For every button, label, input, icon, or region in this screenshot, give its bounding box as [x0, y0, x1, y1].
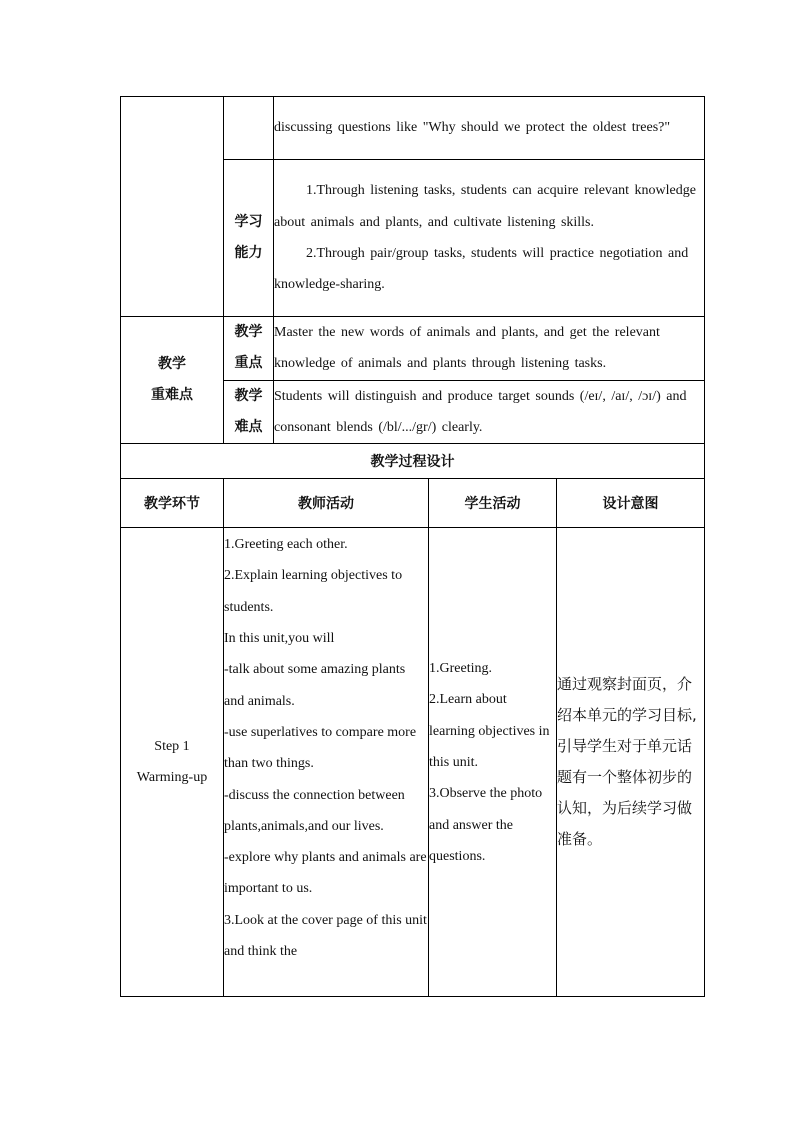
teacher-line: 1.Greeting each other. [224, 537, 348, 553]
learning-ability-para1: 1.Through listening tasks, students can acquire relevant knowledge about animals and plants, and cultivate listening skills. [274, 183, 696, 230]
continuation-text: discussing questions like "Why should we protect the oldest trees?" [274, 120, 671, 136]
learning-ability-text [274, 160, 705, 317]
learning-ability-para2: 2.Through pair/group tasks, students will practice negotiation and knowledge-sharing. [274, 246, 689, 293]
teaching-difficulty-label: 教学 难点 [224, 380, 274, 444]
step1-design-intent: 通过观察封面页，介绍本单元的学习目标, 引导学生对于单元话题有一个整体初步的认知，为后续学习做准备。 [557, 528, 705, 997]
teaching-difficulty-text: Students will distinguish and produce target sounds (/eɪ/, /aɪ/, /ɔɪ/) and consonant blends (/bl/.../gr/) clearly. [274, 380, 705, 444]
header-student-activity: 学生活动 [429, 479, 557, 528]
process-title-row [121, 444, 705, 479]
step1-row [121, 528, 705, 997]
step1-teacher-activity [224, 528, 429, 997]
column-header-row [121, 479, 705, 528]
teacher-line: -talk about some amazing plants and animals. [224, 662, 406, 709]
header-stage: 教学环节 [121, 479, 224, 528]
teaching-focus-label: 教学 重点 [224, 317, 274, 381]
student-line: 1.Greeting. [429, 661, 492, 677]
key-difficult-points-label: 教学 重难点 [121, 317, 224, 444]
process-title: 教学过程设计 [121, 444, 705, 479]
teacher-line: In this unit,you will [224, 631, 335, 647]
empty-group-cell [121, 97, 224, 317]
teaching-focus-row [121, 317, 705, 381]
top-row-text [274, 97, 705, 160]
teacher-line: 2.Explain learning objectives to students. [224, 568, 403, 615]
empty-label-cell [224, 97, 274, 160]
teacher-line: 3.Look at the cover page of this unit and think the [224, 912, 427, 960]
step1-student-activity [429, 528, 557, 997]
lesson-plan-table [120, 96, 705, 997]
teacher-line: -explore why plants and animals are important to us. [224, 850, 427, 897]
header-design-intent: 设计意图 [557, 479, 705, 528]
step1-name: Step 1 Warming-up [121, 528, 224, 997]
top-row [121, 97, 705, 160]
teaching-focus-text: Master the new words of animals and plants, and get the relevant knowledge of animals and plants through listening tasks. [274, 317, 705, 381]
student-line: 2.Learn about learning objectives in this unit. [429, 692, 550, 771]
header-teacher-activity: 教师活动 [224, 479, 429, 528]
learning-ability-label: 学习 能力 [224, 160, 274, 317]
teacher-line: -discuss the connection between plants,animals,and our lives. [224, 787, 405, 834]
teacher-line: -use superlatives to compare more than two things. [224, 724, 417, 772]
student-line: 3.Observe the photo and answer the questions. [429, 786, 543, 864]
